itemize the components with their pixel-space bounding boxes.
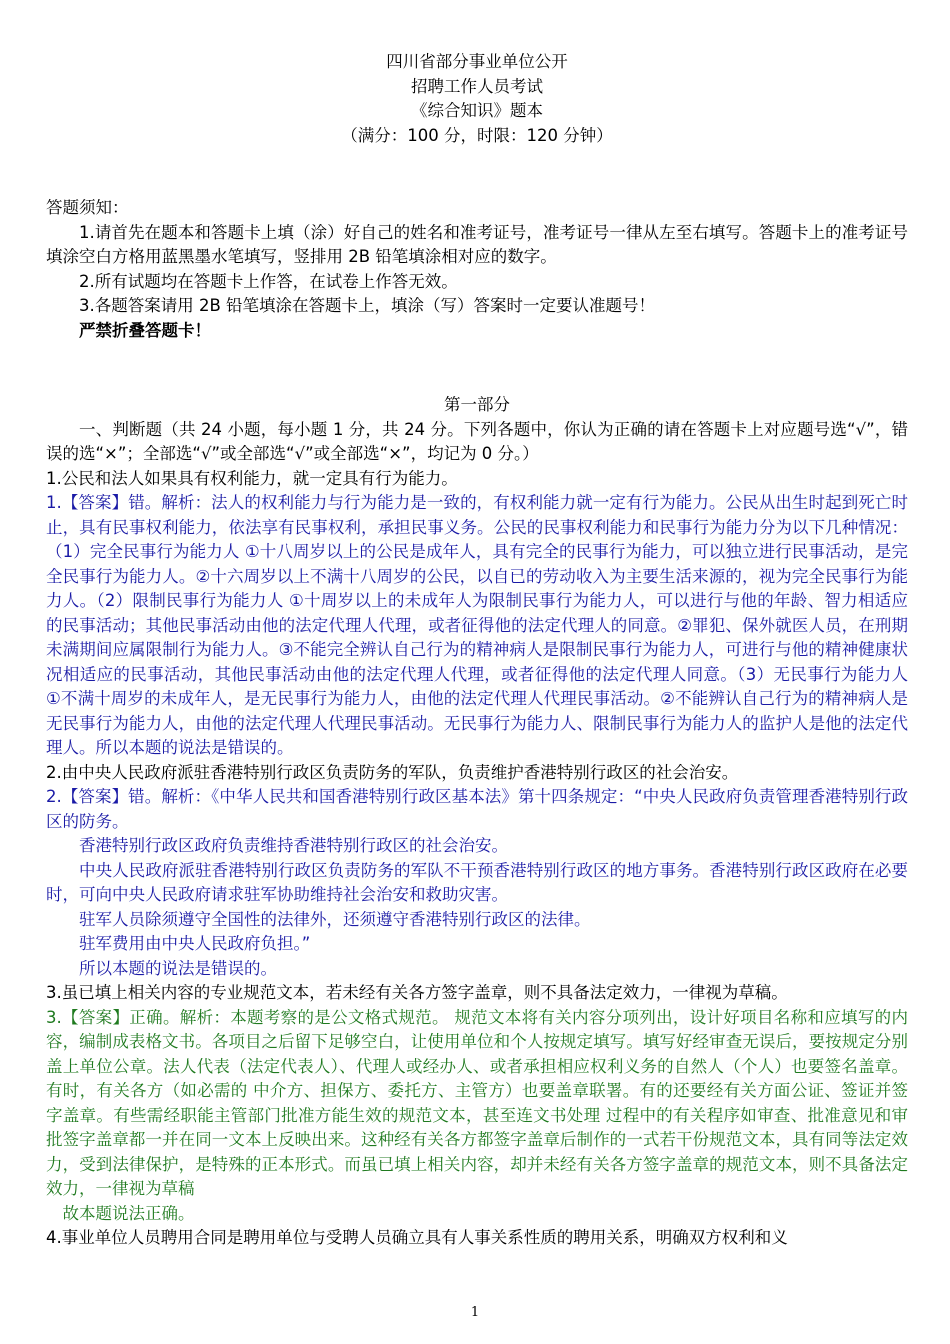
answer-1: 1.【答案】错。解析：法人的权利能力与行为能力是一致的，有权利能力就一定有行为能力。公民从出生时起到死亡时止，具有民事权利能力，依法享有民事权利，承担民事义务。公民的民事权利能力和民事行为能力分为以下几种情况：（1）完全民事行为能力人 ①十八周岁以上的公民是成年人，具有完全的民事行为能力，可以独立进行民事活动，是完全民事行为能力人。②十六周岁以上不满十八周岁的公民，以自已的劳动收入为主要生活来源的，视为完全民事行为能力人。（2）限制民事行为能力人 ①十周岁以上的未成年人为限制民事行为能力人，可以进行与他的年龄、智力相适应的民事活动；其他民事活动由他的法定代理人代理，或者征得他的法定代理人的同意。②罪犯、保外就医人员，在刑期未满期间应属限制行为能力人。③不能完全辨认自己行为的精神病人是限制民事行为能力人，可进行与他的精神健康状况相适应的民事活动，其他民事活动由他的法定代理人代理，或者征得他的法定代理人同意。（3）无民事行为能力人 ①不满十周岁的未成年人，是无民事行为能力人，由他的法定代理人代理民事活动。②不能辨认自己行为的精神病人是无民事行为能力人，由他的法定代理人代理民事活动。无民事行为能力人、限制民事行为能力人的监护人是他的法定代理人。所以本题的说法是错误的。 [46,493,908,757]
spacer [46,343,908,393]
answer-2-paragraph-1: 2.【答案】错。解析：《中华人民共和国香港特别行政区基本法》第十四条规定：“中央人民政府负责管理香港特别行政区的防务。 [46,787,908,831]
title-line-3: 《综合知识》题本 [411,101,543,120]
notice-item-3: 3.各题答案请用 2B 铅笔填涂在答题卡上，填涂（写）答案时一定要认准题号！ [79,296,656,315]
answer-2-paragraph-6: 所以本题的说法是错误的。 [79,958,277,978]
answer-2-paragraph-2: 香港特别行政区政府负责维持香港特别行政区的社会治安。 [79,836,508,855]
answer-3-conclusion: 故本题说法正确。 [62,1203,195,1223]
title-line-4: （满分：100 分，时限：120 分钟） [341,125,613,145]
answer-2-paragraph-3: 中央人民政府派驻香港特别行政区负责防务的军队不干预香港特别行政区的地方事务。香港特别行政区政府在必要时，可向中央人民政府请求驻军协助维持社会治安和救助灾害。 [46,860,908,904]
part-heading: 第一部分 [444,395,510,414]
title-line-1: 四川省部分事业单位公开 [386,52,568,71]
notice-item-1: 1.请首先在题本和答题卡上填（涂）好自己的姓名和准考证号，准考证号一律从左至右填写。答题卡上的准考证号填涂空白方格用蓝黑墨水笔填写，竖排用 2B 铅笔填涂相对应的数字。 [46,222,908,266]
question-3: 3.虽已填上相关内容的专业规范文本，若未经有关各方签字盖章，则不具备法定效力，一律视为草稿。 [46,983,788,1002]
answer-3: 3.【答案】正确。解析：本题考察的是公文格式规范。 规范文本将有关内容分项列出，设计好项目名称和应填写的内容，编制成表格文书。各项目之后留下足够空白，让使用单位和个人按规定填写。填写好经审查无误后，要按规定分别盖上单位公章。法人代表（法定代表人）、代理人或经办人、或者承担相应权利义务的自然人（个人）也要签名盖章。有时，有关各方（如必需的 中介方、担保方、委托方、主管方）也要盖章联署。有的还要经有关方面公证、签证并签字盖章。有些需经职能主管部门批准方能生效的规范文本，甚至连文书处理 过程中的有关程序如审查、批准意见和审批签字盖章都一并在同一文本上反映出来。这种经有关各方都签字盖章后制作的一式若干份规范文本，具有同等法定效力，受到法律保护，是特殊的正本形式。而虽已填上相关内容，却并未经有关各方签字盖章的规范文本，则不具备法定效力，一律视为草稿 [46,1007,908,1198]
notice-heading: 答题须知： [46,198,129,217]
title-line-2: 招聘工作人员考试 [411,76,543,96]
answer-2-paragraph-5: 驻军费用由中央人民政府负担。” [79,934,311,953]
notice-warning: 严禁折叠答题卡！ [79,320,211,340]
exam-title-block [46,50,908,148]
spacer [46,148,908,196]
notice-section [46,196,908,343]
document-page [46,50,908,1251]
question-4: 4.事业单位人员聘用合同是聘用单位与受聘人员确立具有人事关系性质的聘用关系，明确双方权利和义 [46,1228,788,1247]
part-one-section [46,393,908,1251]
answer-2-paragraph-4: 驻军人员除须遵守全国性的法律外，还须遵守香港特别行政区的法律。 [79,909,591,929]
section-intro: 一、判断题（共 24 小题，每小题 1 分，共 24 分。下列各题中，你认为正确的请在答题卡上对应题号选“√”，错误的选“×”；全部选“√”或全部选“√”或全部选“×”，均记为 0 分。） [46,419,908,463]
question-1: 1.公民和法人如果具有权利能力，就一定具有行为能力。 [46,468,458,488]
page-number: 1 [470,1305,480,1320]
question-2: 2.由中央人民政府派驻香港特别行政区负责防务的军队，负责维护香港特别行政区的社会治安。 [46,762,739,782]
notice-item-2: 2.所有试题均在答题卡上作答，在试卷上作答无效。 [79,271,458,291]
